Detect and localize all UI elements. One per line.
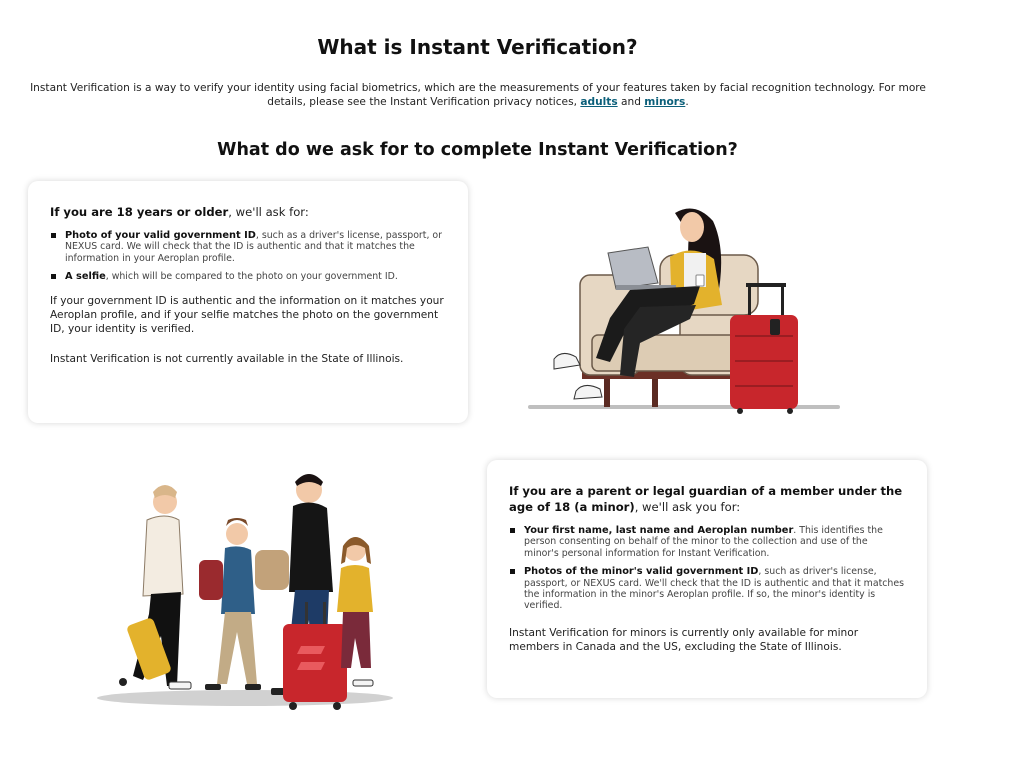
bullet-icon: [51, 274, 56, 279]
adults-privacy-link[interactable]: adults: [580, 96, 618, 108]
minor-lead-bold: If you are a parent or legal guardian of a member under the age of 18 (a minor): [509, 484, 903, 514]
section-heading: What do we ask for to complete Instant Verification?: [217, 140, 738, 160]
item-text: , such as a driver's license, passport, or NEXUS card. We will check that the ID is authentic and that it matches the information in your Aeroplan profile.: [65, 230, 443, 264]
list-item: [50, 271, 446, 282]
bullet-icon: [51, 233, 56, 238]
bullet-icon: [510, 569, 515, 574]
intro-conjunction: and: [617, 96, 645, 108]
minor-requirements-list: [509, 525, 905, 612]
minors-privacy-link[interactable]: minors: [644, 96, 686, 108]
item-bold-text: Photo of your valid government ID: [65, 230, 256, 241]
item-bold-text: Photos of the minor's valid government ID: [524, 566, 759, 578]
minor-requirements-card: [487, 460, 927, 698]
minor-lead-rest: , we'll ask you for:: [634, 500, 741, 514]
adult-requirements-list: [50, 230, 446, 283]
item-bold-text: Your first name, last name and Aeroplan number: [524, 525, 794, 536]
adult-lead-bold: If you are 18 years or older: [50, 205, 229, 219]
list-item: [50, 230, 446, 264]
adult-lead-rest: , we'll ask for:: [228, 205, 309, 219]
woman-laptop-illustration: [520, 195, 850, 425]
minor-availability-paragraph: Instant Verification for minors is currently only available for minor members in Canada and the US, excluding the State of Illinois.: [509, 626, 859, 654]
list-item: [509, 525, 905, 559]
adult-verification-paragraph: If your government ID is authentic and the information on it matches your Aeroplan profile, and if your selfie matches the photo on the government ID, your identity is verified.: [50, 294, 444, 336]
page-title: What is Instant Verification?: [317, 35, 638, 59]
intro-paragraph: [28, 81, 928, 109]
item-text: , which will be compared to the photo on your government ID.: [105, 271, 398, 283]
adult-requirements-card: [28, 181, 468, 423]
adult-card-lead: [50, 204, 446, 220]
intro-text: Instant Verification is a way to verify your identity using facial biometrics, which are the measurements of your features taken by facial recognition technology. For more details, please see the Instant Verification privacy notices,: [30, 82, 926, 108]
list-item: [509, 566, 905, 612]
adult-illinois-notice: Instant Verification is not currently available in the State of Illinois.: [50, 352, 404, 365]
bullet-icon: [510, 528, 515, 533]
family-travel-illustration: [95, 470, 405, 715]
item-bold-text: A selfie: [65, 271, 106, 283]
item-text: . This identifies the person consenting on behalf of the minor to the collection and use of the minor's personal information for Instant Verification.: [524, 525, 883, 559]
minor-card-lead: [509, 483, 905, 515]
intro-period: .: [685, 96, 689, 108]
item-text: , such as driver's license, passport, or NEXUS card. We'll check that the ID is authentic and that it matches the information in the minor's Aeroplan profile. If so, the minor's identity is verified.: [524, 566, 904, 612]
